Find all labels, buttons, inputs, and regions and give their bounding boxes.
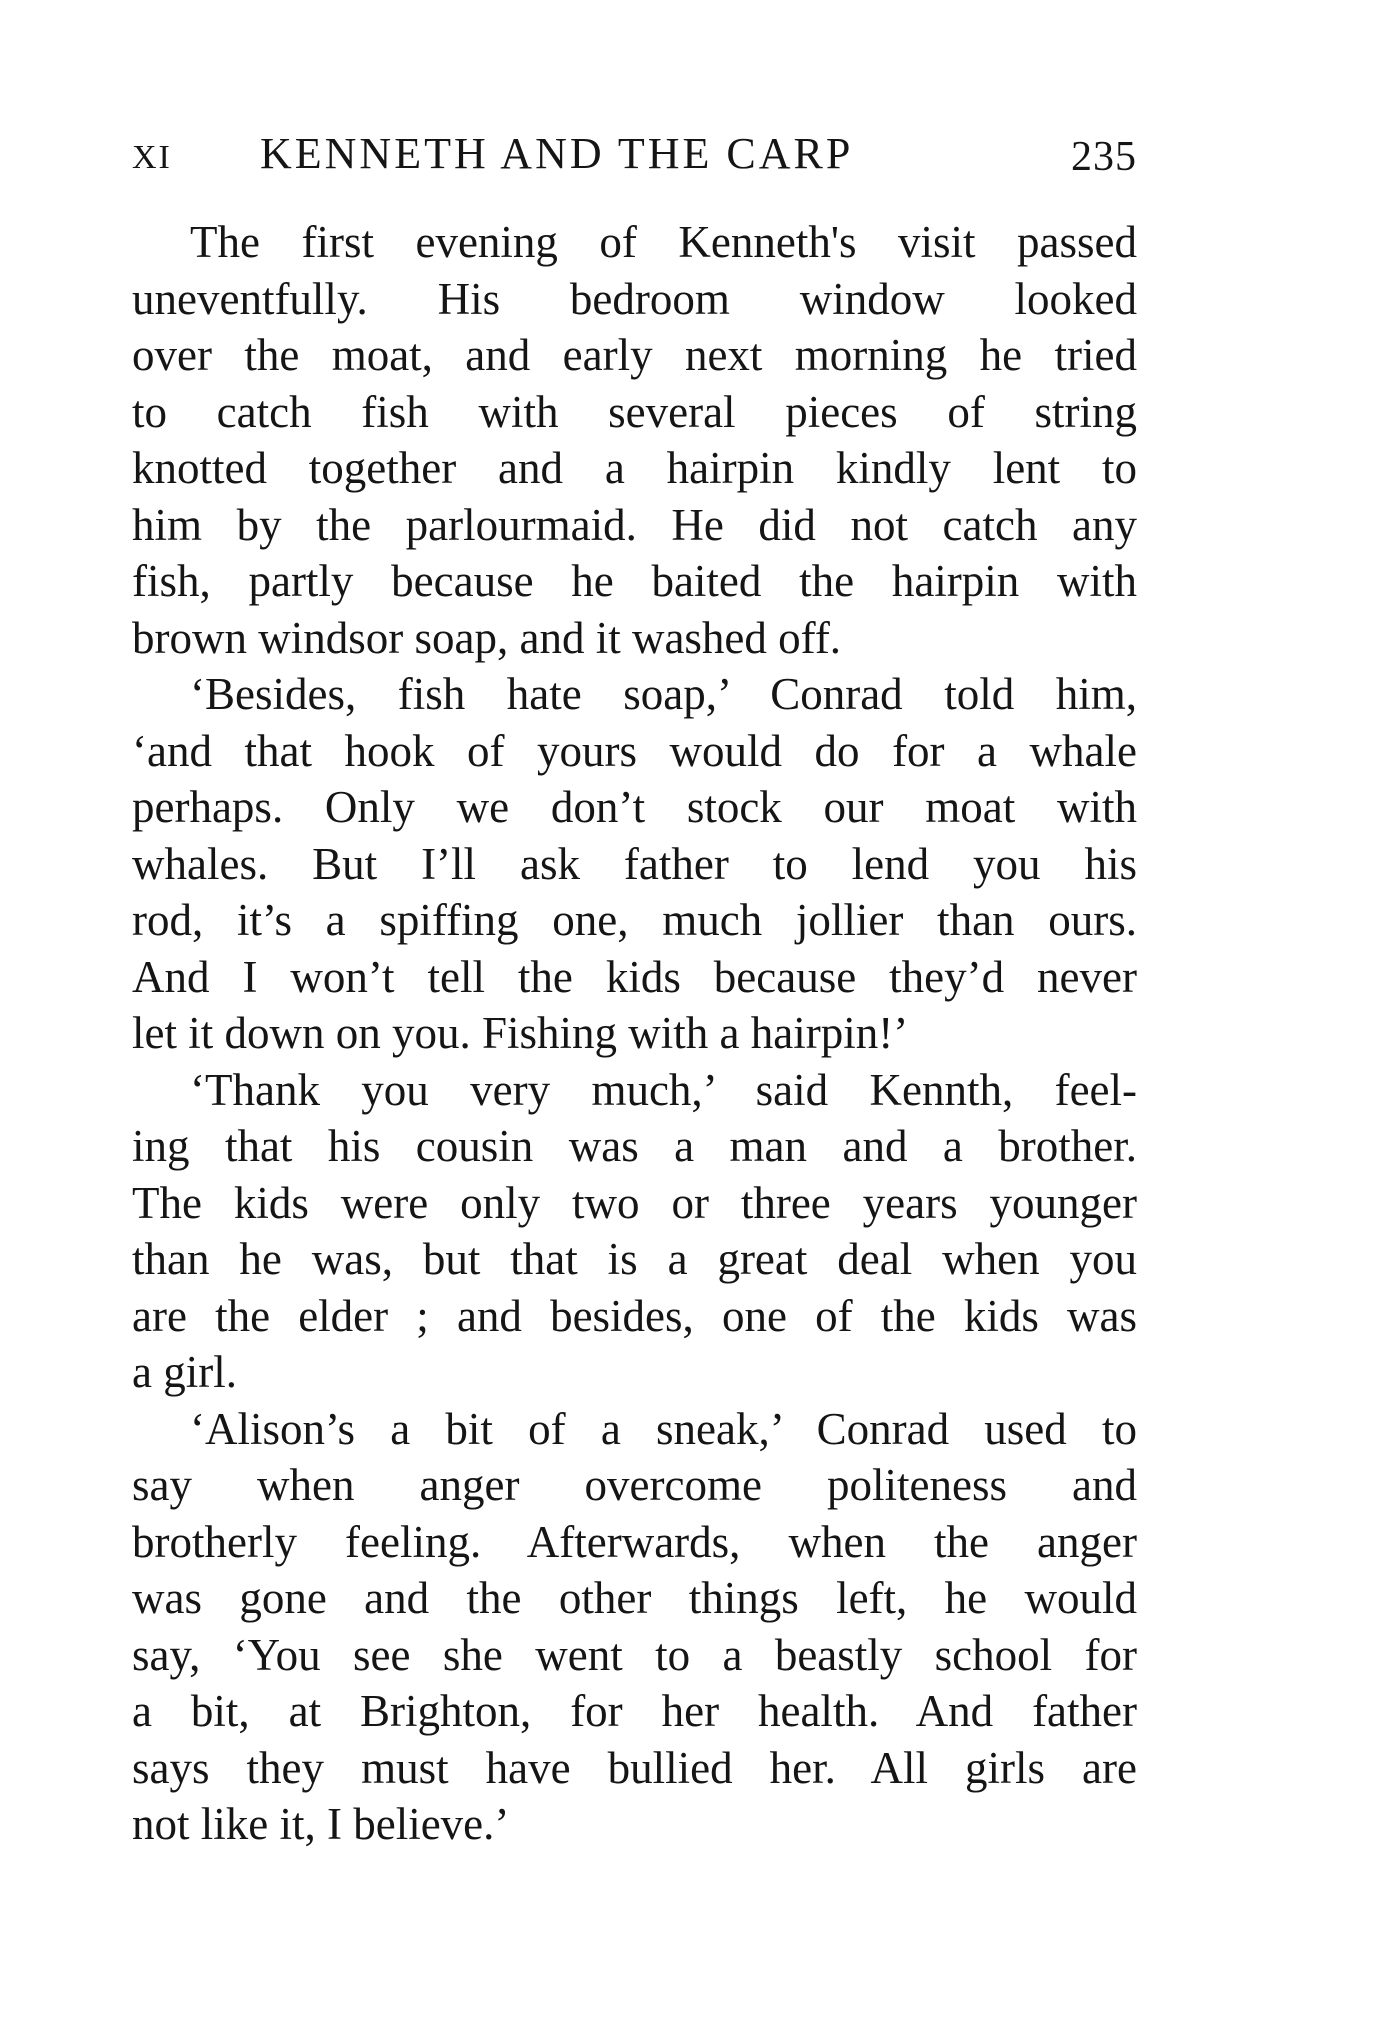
- text-line: a bit, at Brighton, for her health. And father: [132, 1686, 1137, 1736]
- text-line: The kids were only two or three years younger: [132, 1177, 1137, 1228]
- text-line: let it down on you. Fishing with a hairpin!’: [132, 1008, 909, 1058]
- text-line: uneventfully. His bedroom window looked: [132, 273, 1137, 324]
- text-line: than he was, but that is a great deal when you: [132, 1234, 1137, 1284]
- text-line: ing that his cousin was a man and a brother.: [132, 1121, 1137, 1171]
- text-line: was gone and the other things left, he would: [132, 1573, 1137, 1623]
- text-line: rod, it’s a spiffing one, much jollier than ours.: [132, 895, 1137, 945]
- text-line: not like it, I believe.’: [132, 1799, 510, 1849]
- text-line: ‘Besides, fish hate soap,’ Conrad told him,: [190, 669, 1137, 719]
- text-line: are the elder ; and besides, one of the kids was: [132, 1290, 1137, 1341]
- chapter-number: XI: [132, 139, 172, 176]
- text-line: to catch fish with several pieces of string: [132, 386, 1137, 437]
- running-head: [132, 124, 1137, 184]
- text-line: fish, partly because he baited the hairpin with: [132, 556, 1137, 606]
- chapter-title: KENNETH AND THE CARP: [260, 129, 854, 178]
- text-line: And I won’t tell the kids because they’d never: [132, 951, 1137, 1002]
- text-line: knotted together and a hairpin kindly lent to: [132, 443, 1137, 493]
- paragraph-4: [132, 1401, 1137, 1853]
- text-line: him by the parlourmaid. He did not catch any: [132, 499, 1137, 550]
- text-line: ‘Thank you very much,’ said Kennth, feel-: [190, 1064, 1137, 1115]
- page-number: 235: [1071, 134, 1137, 180]
- paragraph-2: [132, 666, 1137, 1062]
- paragraph-1: [132, 214, 1137, 666]
- paragraph-3: [132, 1062, 1137, 1401]
- text-line: The first evening of Kenneth's visit passed: [190, 217, 1137, 267]
- text-line: ‘Alison’s a bit of a sneak,’ Conrad used to: [190, 1403, 1137, 1454]
- text-line: perhaps. Only we don’t stock our moat with: [132, 782, 1137, 832]
- text-line: say, ‘You see she went to a beastly school for: [132, 1629, 1137, 1680]
- text-line: says they must have bullied her. All girls are: [132, 1742, 1137, 1793]
- body-text: [132, 214, 1137, 1853]
- text-line: ‘and that hook of yours would do for a whale: [132, 725, 1137, 776]
- text-line: brown windsor soap, and it washed off.: [132, 612, 842, 663]
- text-line: whales. But I’ll ask father to lend you his: [132, 838, 1137, 889]
- text-line: a girl.: [132, 1347, 237, 1397]
- text-line: over the moat, and early next morning he tried: [132, 330, 1137, 380]
- text-line: brotherly feeling. Afterwards, when the anger: [132, 1516, 1137, 1567]
- text-line: say when anger overcome politeness and: [132, 1460, 1137, 1510]
